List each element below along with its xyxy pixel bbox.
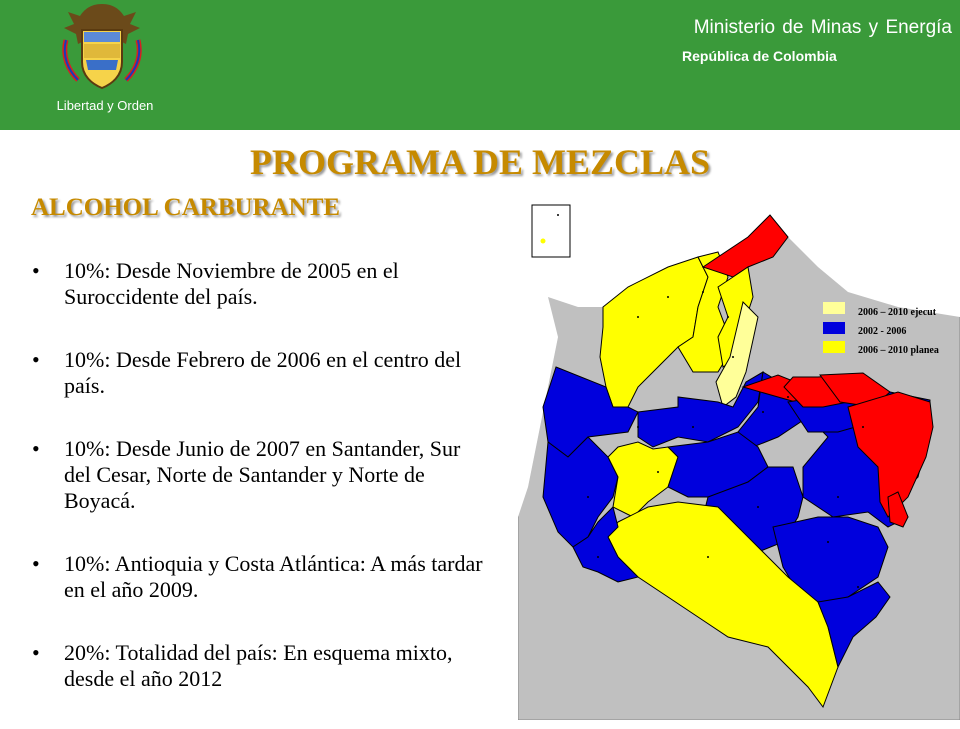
crest-motto: Libertad y Orden [56, 98, 154, 113]
ministry-name: Ministerio de Minas y Energía [693, 17, 952, 38]
san-andres-inset [532, 205, 570, 257]
republic-name: República de Colombia [682, 48, 837, 64]
slide-title: PROGRAMA DE MEZCLAS [249, 142, 711, 182]
colombia-coat-of-arms-icon [60, 0, 144, 92]
legend-label: 2002 - 2006 [858, 326, 907, 337]
legend-label: 2006 – 2010 planea [858, 345, 939, 356]
bullet-text: 10%: Desde Junio de 2007 en Santander, Sur del Cesar, Norte de Santander y Norte de Boyacá. [64, 436, 461, 513]
bullet-text: 10%: Desde Febrero de 2006 en el centro del país. [64, 347, 462, 398]
legend-swatch [823, 322, 845, 334]
bullet-item: • 10%: Desde Junio de 2007 en Santander, Sur del Cesar, Norte de Santander y Norte de Boyacá. [32, 436, 461, 513]
bullet-item: • 10%: Desde Noviembre de 2005 en el Suroccidente del país. [32, 258, 399, 309]
legend-swatch [823, 341, 845, 353]
bullet-text: 10%: Antioquia y Costa Atlántica: A más tardar en el año 2009. [64, 551, 483, 602]
bullet-item: • 10%: Antioquia y Costa Atlántica: A más tardar en el año 2009. [32, 551, 483, 602]
bullet-text: 20%: Totalidad del país: En esquema mixto, desde el año 2012 [64, 640, 453, 691]
legend-swatch [823, 302, 845, 314]
bullet-list [30, 258, 485, 729]
slide-subtitle: ALCOHOL CARBURANTE [31, 194, 341, 221]
bullet-item: • 20%: Totalidad del país: En esquema mixto, desde el año 2012 [32, 640, 453, 691]
header-bar [0, 0, 960, 130]
legend-label: 2006 – 2010 ejecut [858, 307, 937, 318]
colombia-region-map [518, 197, 960, 720]
bullet-item: • 10%: Desde Febrero de 2006 en el centro del país. [32, 347, 462, 398]
bullet-text: 10%: Desde Noviembre de 2005 en el Suroccidente del país. [64, 258, 399, 309]
